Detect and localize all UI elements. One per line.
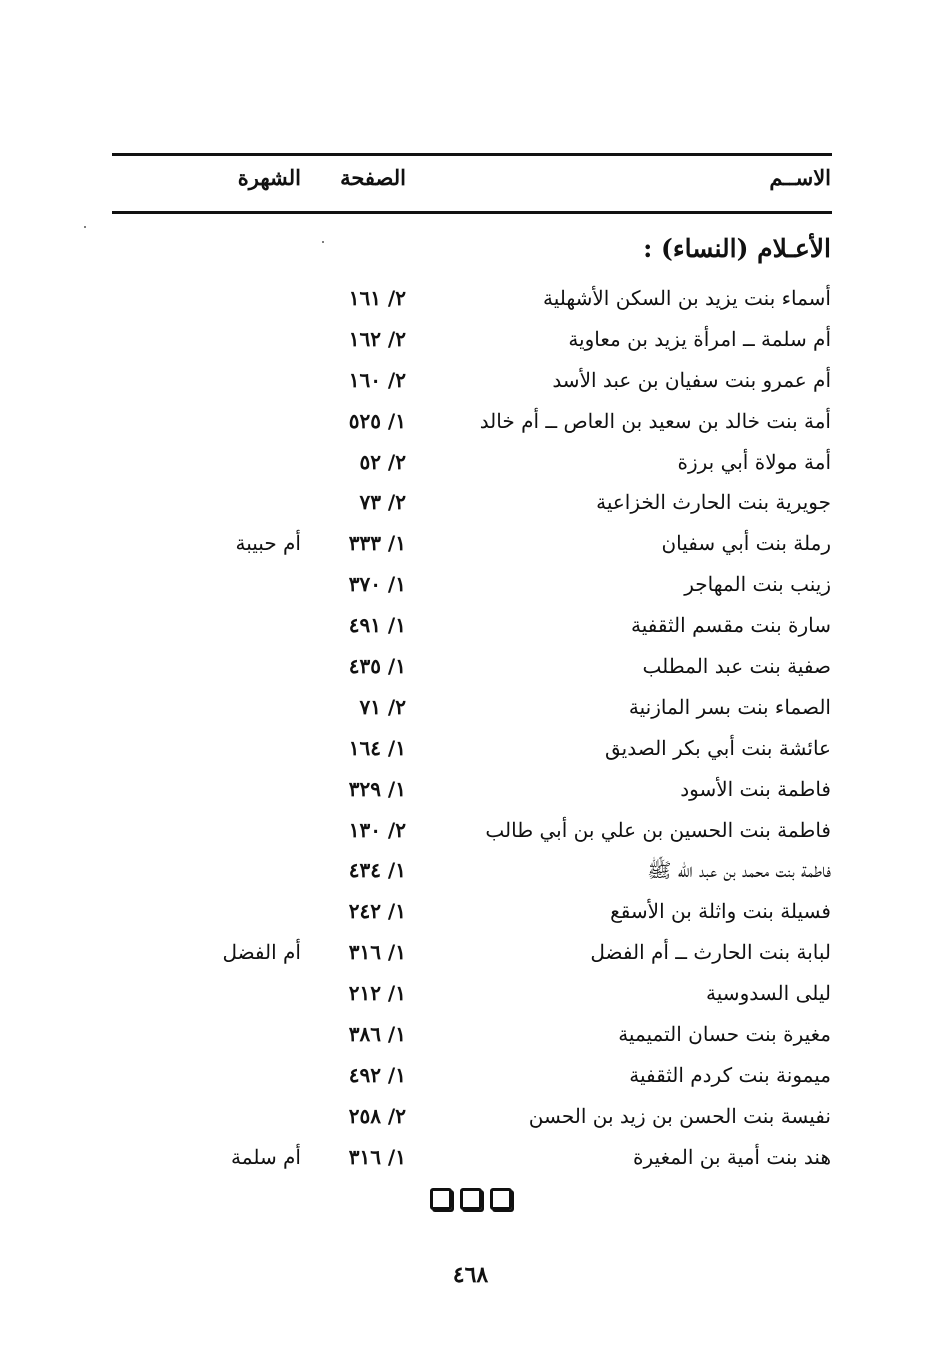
table-row — [0, 403, 941, 444]
header-page: الصفحة — [340, 165, 406, 190]
table-row — [0, 648, 941, 689]
row-page: ٢/ ١٦١ — [348, 286, 406, 310]
row-name: عائشة بنت أبي بكر الصديق — [604, 735, 831, 760]
row-name: سارة بنت مقسم الثقفية — [631, 613, 831, 638]
row-name: الصماء بنت بسر المازنية — [628, 694, 831, 719]
header-fame: الشهرة — [237, 165, 301, 190]
row-name: أمة مولاة أبي برزة — [677, 449, 831, 474]
row-page: ١/ ٣١٦ — [348, 940, 406, 965]
table-row — [0, 484, 941, 525]
table-row — [0, 321, 941, 362]
header-bottom-rule — [112, 211, 832, 214]
table-row — [0, 525, 941, 566]
end-square-icon — [490, 1188, 512, 1210]
row-name: جويرية بنت الحارث الخزاعية — [596, 490, 831, 515]
scan-speck — [84, 226, 86, 228]
table-row — [0, 771, 941, 812]
table-row — [0, 1139, 941, 1180]
table-row — [0, 812, 941, 853]
row-page: ٢/ ٢٥٨ — [348, 1103, 406, 1128]
row-page: ١/ ٣٣٣ — [348, 531, 406, 556]
row-page: ٢/ ٧١ — [359, 694, 406, 719]
row-page: ١/ ١٦٤ — [348, 735, 406, 760]
scan-speck — [322, 241, 324, 243]
table-row — [0, 975, 941, 1016]
row-page: ٢/ ٥٢ — [359, 449, 406, 474]
row-name: صفية بنت عبد المطلب — [642, 654, 831, 679]
row-page: ١/ ٤٣٤ — [348, 858, 406, 883]
row-page: ١/ ٤٣٥ — [348, 654, 406, 679]
row-fame: أم حبيبة — [235, 531, 301, 556]
row-name: أسماء بنت يزيد بن السكن الأشهلية — [543, 286, 831, 310]
table-row — [0, 852, 941, 893]
row-name: فاطمة بنت الحسين بن علي بن أبي طالب — [485, 817, 831, 842]
row-name: أم سلمة ــ امرأة يزيد بن معاوية — [568, 326, 831, 351]
table-row — [0, 566, 941, 607]
section-title: الأعـلام (النساء) : — [643, 234, 831, 263]
row-name: زينب بنت المهاجر — [684, 572, 831, 597]
row-name: فسيلة بنت واثلة بن الأسقع — [610, 899, 831, 924]
table-row — [0, 730, 941, 771]
table-row — [0, 1057, 941, 1098]
row-page: ١/ ٣١٦ — [348, 1144, 406, 1169]
row-name: فاطمة بنت الأسود — [680, 776, 831, 801]
row-fame: أم سلمة — [231, 1144, 301, 1169]
row-name: ليلى السدوسية — [706, 981, 831, 1006]
row-page: ٢/ ١٦٠ — [348, 367, 406, 392]
page-number: ٤٦٨ — [452, 1262, 489, 1288]
row-page: ٢/ ١٦٢ — [348, 326, 406, 351]
row-name: فاطمة بنت محمد بن عبد الله ﷺ — [647, 858, 831, 883]
row-page: ١/ ٢١٢ — [348, 981, 406, 1006]
row-fame: أم الفضل — [222, 940, 301, 965]
row-name: لبابة بنت الحارث ــ أم الفضل — [590, 940, 831, 965]
top-rule — [112, 153, 832, 156]
row-page: ١/ ٥٢٥ — [348, 408, 406, 433]
end-square-icon — [430, 1188, 452, 1210]
row-page: ١/ ٣٢٩ — [348, 776, 406, 801]
row-page: ١/ ٣٧٠ — [348, 572, 406, 597]
row-page: ٢/ ٧٣ — [359, 490, 406, 515]
row-page: ١/ ٣٨٦ — [348, 1022, 406, 1047]
table-row — [0, 934, 941, 975]
table-row — [0, 1016, 941, 1057]
row-page: ١/ ٤٩١ — [348, 613, 406, 638]
header-name: الاســم — [769, 165, 831, 190]
row-name: هند بنت أمية بن المغيرة — [633, 1144, 831, 1169]
table-row — [0, 444, 941, 485]
table-row — [0, 280, 941, 321]
table-row — [0, 607, 941, 648]
row-page: ١/ ٤٩٢ — [348, 1062, 406, 1087]
end-square-icon — [460, 1188, 482, 1210]
row-name: رملة بنت أبي سفيان — [661, 531, 831, 556]
index-table — [0, 280, 941, 1180]
row-name: أمة بنت خالد بن سعيد بن العاص ــ أم خالد — [479, 408, 831, 433]
table-row — [0, 893, 941, 934]
table-row — [0, 362, 941, 403]
table-row — [0, 1098, 941, 1139]
row-name: أم عمرو بنت سفيان بن عبد الأسد — [552, 367, 831, 392]
row-name: ميمونة بنت كردم الثقفية — [629, 1062, 831, 1087]
row-name: مغيرة بنت حسان التميمية — [618, 1022, 831, 1047]
table-row — [0, 689, 941, 730]
row-name: نفيسة بنت الحسن بن زيد بن الحسن — [528, 1103, 831, 1128]
row-page: ١/ ٢٤٢ — [348, 899, 406, 924]
row-page: ٢/ ١٣٠ — [348, 817, 406, 842]
end-mark — [0, 1188, 941, 1214]
